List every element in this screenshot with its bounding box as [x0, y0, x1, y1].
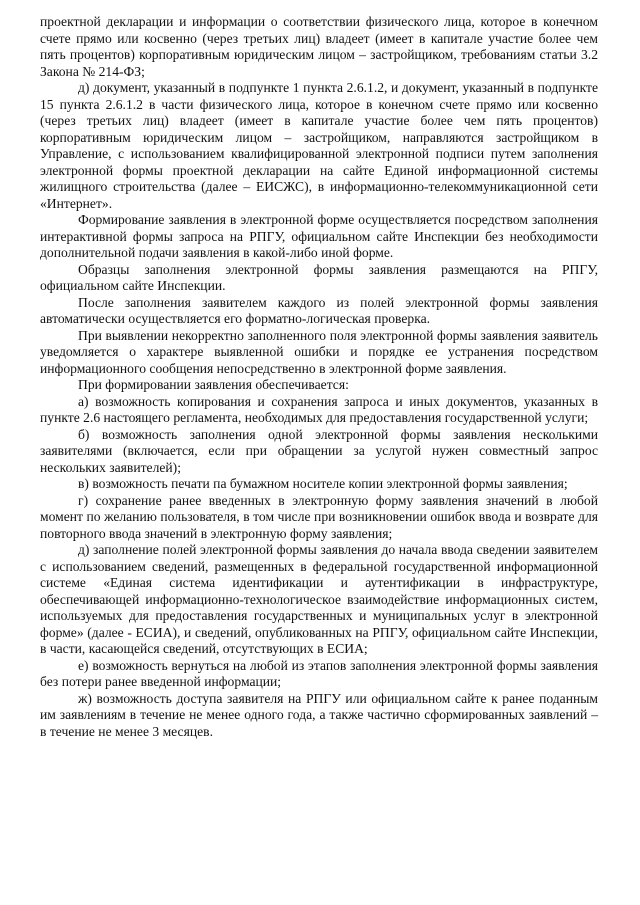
list-item-b: б) возможность заполнения одной электронной формы заявления несколькими заявителями (включается, если при обращении за услугой нужен совместный запрос нескольких заявителей);	[40, 426, 598, 475]
list-item-v: в) возможность печати па бумажном носителе копии электронной формы заявления;	[78, 476, 568, 491]
document-page	[40, 14, 598, 740]
list-item-g: г) сохранение ранее введенных в электронную форму заявления значений в любой момент по желанию пользователя, в том числе при возникновении ошибок ввода и возврате для повторного ввода значений в электронную форму заявления;	[40, 492, 598, 541]
paragraph-electronic-form: Формирование заявления в электронной форме осуществляется посредством заполнения интерактивной формы запроса на РПГУ, официальном сайте Инспекции без необходимости дополнительной подачи заявления в какой-либо иной форме.	[40, 212, 598, 260]
list-item-zh: ж) возможность доступа заявителя на РПГУ или официальном сайте к ранее поданным им заявлениям в течение не менее одного года, а также частично сформированных заявлений – в течение не менее 3 месяцев.	[40, 690, 598, 739]
list-item-a: а) возможность копирования и сохранения запроса и иных документов, указанных в пункте 2.6 настоящего регламента, необходимых для предоставления государственной услуги;	[40, 393, 598, 425]
paragraph-format-check: После заполнения заявителем каждого из полей электронной формы заявления автоматически осуществляется его форматно-логическая проверка.	[40, 294, 598, 326]
paragraph-declaration-continuation: проектной декларации и информации о соответствии физического лица, которое в конечном счете прямо или косвенно (через третьих лиц) владеет (имеет в капитале участие более чем пять процентов) корпоративным юридическим лицом – застройщиком, требованиям статьи 3.2 Закона № 214-ФЗ;	[40, 14, 598, 79]
list-item-d: д) заполнение полей электронной формы заявления до начала ввода сведении заявителем с использованием сведений, размещенных в федеральной государственной информационной системе «Единая система идентификации и аутентификации в инфраструктуре, обеспечивающей информационно-технологическое взаимодействие информационных систем, используемых для предоставления государственных и муниципальных услуг в электронной форме» (далее - ЕСИА), и сведений, опубликованных на РПГУ, официальном сайте Инспекции, в части, касающейся сведений, отсутствующих в ЕСИА;	[40, 542, 598, 656]
paragraph-error-notice: При выявлении некорректно заполненного поля электронной формы заявления заявитель уведомляется о характере выявленной ошибки и порядке ее устранения посредством информационного сообщения непосредственно в электронной форме заявления.	[40, 327, 598, 376]
paragraph-provided-list-intro: При формировании заявления обеспечивается:	[78, 377, 349, 392]
paragraph-form-samples: Образцы заполнения электронной формы заявления размещаются на РПГУ, официальном сайте Инспекции.	[40, 261, 598, 293]
list-item-e: е) возможность вернуться на любой из этапов заполнения электронной формы заявления без потери ранее введенной информации;	[40, 657, 598, 689]
paragraph-item-d-document: д) документ, указанный в подпункте 1 пункта 2.6.1.2, и документ, указанный в подпункте 15 пункта 2.6.1.2 в части физического лица, которое в конечном счете прямо или косвенно (через третьих лиц) владеет (имеет в капитале участие более чем пять процентов) корпоративным юридическим лицом – застройщиком, направляются застройщиком в Управление, с использованием квалифицированной электронной подписи путем заполнения электронной формы проектной декларации на сайте Единой информационной системы жилищного строительства (далее – ЕИСЖС), в информационно-телекоммуникационной сети «Интернет».	[40, 80, 598, 211]
